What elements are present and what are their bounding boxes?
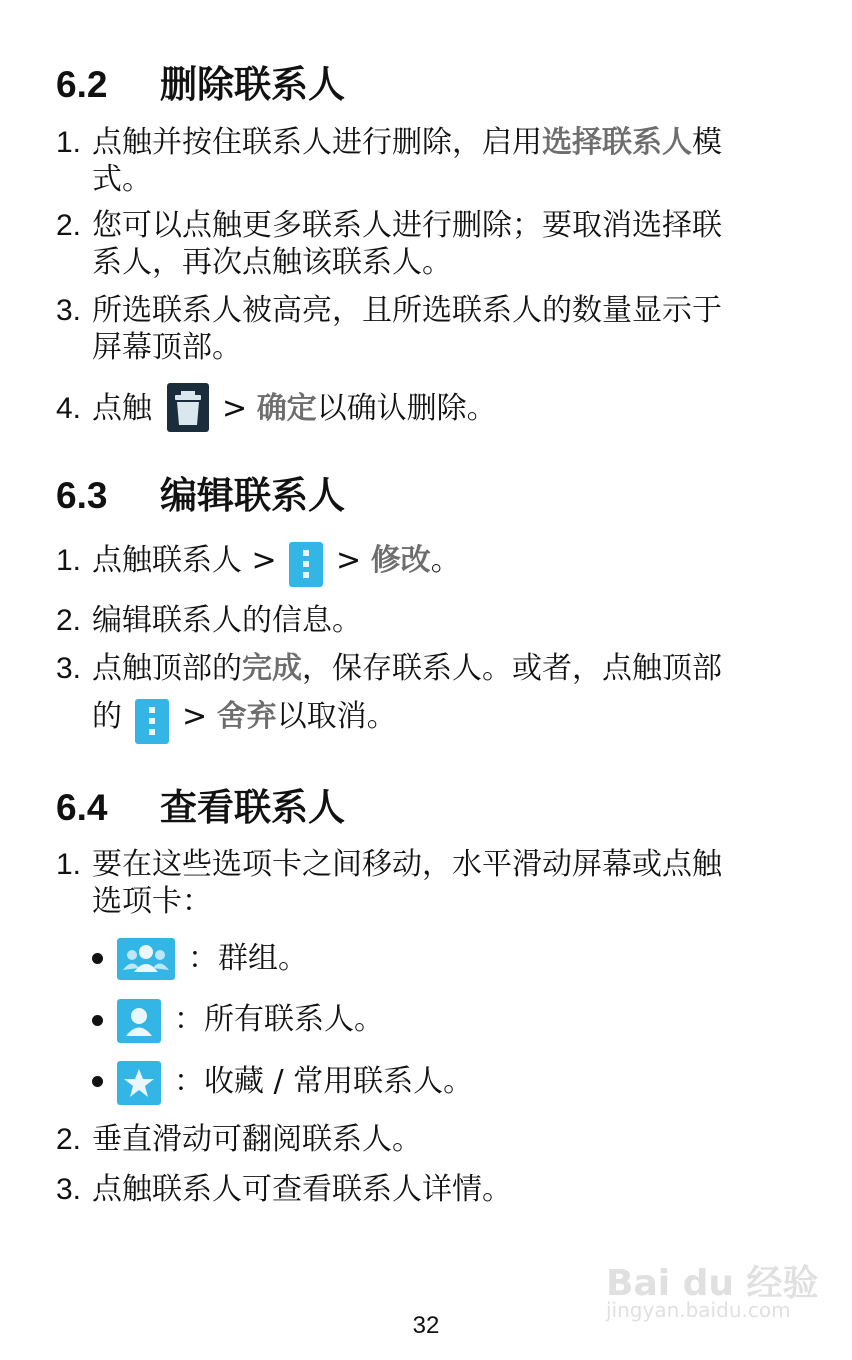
list-item-text-cont: 的: [92, 699, 122, 734]
list-item-text: 编辑联系人的信息。: [92, 603, 362, 638]
list-number: 2.: [56, 604, 82, 637]
overflow-menu-icon: [135, 699, 169, 744]
section-title: 查看联系人: [160, 786, 345, 829]
bullet: [92, 1076, 103, 1087]
ui-term-discard: 舍弃: [216, 699, 277, 734]
list-number: 3.: [56, 652, 82, 685]
ui-term-confirm: 确定: [256, 391, 317, 426]
list-number: 1.: [56, 544, 82, 577]
section-title: 编辑联系人: [160, 474, 345, 517]
section-heading-6-4: [56, 777, 345, 831]
list-number: 3.: [56, 1173, 82, 1206]
list-item-text-cont: [222, 391, 497, 427]
list-item-text: 您可以点触更多联系人进行删除；要取消选择联: [92, 208, 722, 243]
list-item-text: 点触: [92, 391, 152, 426]
list-item-text-cont: 选项卡：: [92, 884, 212, 919]
bullet-text: ：群组。: [188, 941, 308, 976]
list-item-text-cont: 屏幕顶部。: [92, 330, 242, 365]
list-item-text: [92, 651, 722, 687]
list-item-text: 要在这些选项卡之间移动，水平滑动屏幕或点触: [92, 847, 722, 882]
section-title: 删除联系人: [160, 63, 345, 106]
text: 以取消。: [276, 699, 397, 734]
text: >: [336, 543, 362, 578]
watermark-url: jingyan.baidu.com: [606, 1298, 791, 1322]
list-item-text: 点触联系人 >: [92, 543, 277, 578]
groups-tab-icon: [117, 938, 175, 980]
text: 点触并按住联系人进行删除，启用: [92, 125, 542, 160]
list-item-text-cont: 式。: [92, 162, 152, 197]
text: 。: [430, 543, 461, 578]
ui-term-select-contacts: 选择联系人: [542, 125, 692, 160]
list-item-text-cont: [336, 543, 461, 579]
list-item-text-cont: [182, 699, 397, 735]
ui-term-edit: 修改: [370, 543, 431, 578]
section-number: 6.3: [56, 475, 108, 516]
list-item-text-cont: 系人，再次点触该联系人。: [92, 245, 452, 280]
text: 点触顶部的: [92, 651, 242, 686]
list-item-text: 点触联系人可查看联系人详情。: [92, 1172, 512, 1207]
overflow-menu-icon: [289, 542, 323, 587]
watermark-logo: Bai du 经验: [606, 1263, 819, 1304]
list-number: 1.: [56, 126, 82, 159]
list-number: 4.: [56, 392, 82, 425]
list-item-text: [92, 125, 722, 161]
star-tab-icon: [117, 1061, 161, 1105]
list-item-text: 垂直滑动可翻阅联系人。: [92, 1122, 422, 1157]
list-number: 3.: [56, 294, 82, 327]
list-number: 2.: [56, 209, 82, 242]
person-tab-icon: [117, 999, 161, 1043]
list-number: 2.: [56, 1123, 82, 1156]
list-number: 1.: [56, 848, 82, 881]
bullet-text: ：收藏 / 常用联系人。: [174, 1064, 474, 1099]
section-number: 6.2: [56, 64, 108, 105]
section-number: 6.4: [56, 787, 108, 828]
text: ，保存联系人。或者，点触顶部: [302, 651, 722, 686]
trash-icon: [167, 383, 209, 432]
section-heading-6-3: [56, 465, 345, 519]
bullet: [92, 1015, 103, 1026]
page-number: 32: [412, 1312, 440, 1339]
bullet-text: ：所有联系人。: [174, 1002, 384, 1037]
list-item-text: 所选联系人被高亮，且所选联系人的数量显示于: [92, 293, 722, 328]
text: >: [222, 391, 248, 426]
text: >: [182, 699, 208, 734]
text: 以确认删除。: [316, 391, 497, 426]
section-heading-6-2: [56, 54, 345, 108]
ui-term-done: 完成: [242, 651, 302, 686]
bullet: [92, 953, 103, 964]
text: 模: [692, 125, 722, 160]
